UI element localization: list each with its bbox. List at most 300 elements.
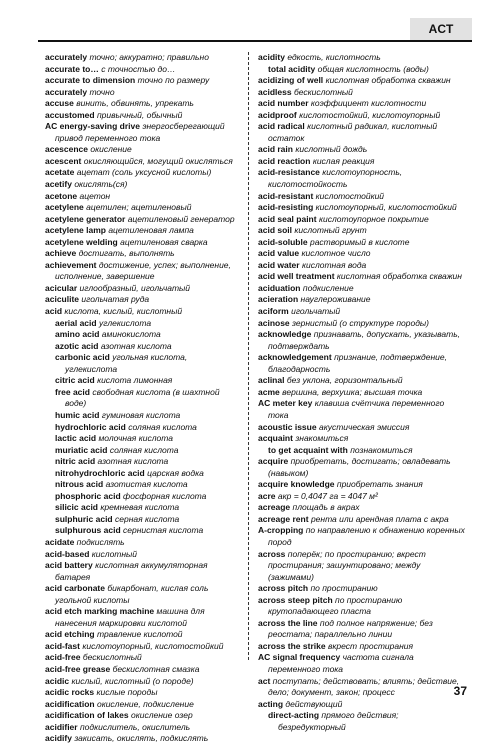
dictionary-entry (258, 652, 465, 675)
entry-definition: по простиранию крутопадающего пласта (268, 594, 403, 617)
entry-term: acquire (258, 456, 289, 467)
entry-definition: рента или арендная плата с акра (310, 513, 449, 524)
dictionary-entry (45, 687, 238, 699)
dictionary-entry (45, 468, 238, 480)
entry-term: acid well treatment (258, 271, 335, 282)
entry-definition: вершина, верхушка; высшая точка (282, 386, 423, 397)
entry-definition: травление кислотой (96, 629, 183, 640)
dictionary-entry (258, 294, 465, 306)
entry-definition: под полное напряжение; без реостата; параллельно линии (268, 617, 433, 640)
entry-definition: кислотоупорность, кислотостойкость (268, 167, 403, 190)
entry-definition: зернистый (о структуре породы) (292, 317, 429, 328)
entry-definition: ацетон (79, 190, 111, 201)
dictionary-entry (45, 606, 238, 629)
entry-term: aciculite (45, 294, 80, 305)
dictionary-entry (258, 479, 465, 491)
entry-definition: кремневая кислота (100, 502, 180, 513)
dictionary-entry (258, 121, 465, 144)
entry-definition: окислять(ся) (74, 179, 128, 190)
page-number: 37 (453, 684, 467, 698)
dictionary-entry (45, 549, 238, 561)
entry-term: acetylene welding (45, 236, 118, 247)
entry-term: acme (258, 386, 280, 397)
entry-term: AC signal frequency (258, 652, 341, 663)
entry-definition: бескислотная смазка (112, 663, 200, 674)
entry-term: across the strike (258, 640, 326, 651)
dictionary-entry (258, 456, 465, 479)
entry-term: acicular (45, 282, 78, 293)
entry-definition: окисление, подкисление (96, 698, 194, 709)
entry-term: aclinal (258, 375, 285, 386)
entry-definition: знакомиться (295, 433, 349, 444)
dictionary-entry (258, 225, 465, 237)
dictionary-entry (45, 191, 238, 203)
dictionary-entry (258, 144, 465, 156)
entry-term: acid soil (258, 225, 293, 236)
entry-definition: по направлению к обнажению коренных пород (268, 525, 465, 547)
entry-definition: кислотостойкий (315, 190, 385, 201)
dictionary-entry (45, 652, 238, 664)
dictionary-entry (258, 64, 465, 76)
entry-definition: бескислотный (293, 86, 353, 97)
entry-definition: без уклона, горизонтальный (286, 375, 403, 386)
entry-definition: ацетилен; ацетиленовый (86, 202, 192, 213)
dictionary-entry (258, 329, 465, 352)
dictionary-entry (45, 329, 238, 341)
entry-term: across the line (258, 617, 318, 628)
entry-term: acid reaction (258, 155, 311, 166)
dictionary-entry (45, 225, 238, 237)
entry-definition: по простиранию (310, 583, 378, 594)
entry-term: acid-fast (45, 640, 80, 651)
entry-term: acid number (258, 98, 309, 109)
dictionary-entry (45, 410, 238, 422)
entry-term: hydrochloric acid (55, 421, 126, 432)
entry-definition: кислотостойкий, кислотоупорный (299, 109, 441, 120)
entry-definition: игольчатый (291, 306, 341, 317)
dictionary-entry (45, 710, 238, 722)
entry-definition: подкисление (302, 282, 354, 293)
entry-definition: познакомиться (350, 444, 413, 455)
entry-term: A-cropping (258, 525, 304, 536)
dictionary-entry (45, 583, 238, 606)
entry-term: acid-resistance (258, 167, 320, 178)
entry-term: acid rain (258, 144, 293, 155)
entry-definition: поступать; действовать; влиять; действие, дело; документ, закон; процесс (268, 675, 460, 698)
dictionary-entry (45, 98, 238, 110)
entry-definition: гуминовая кислота (101, 409, 181, 420)
dictionary-entry (45, 676, 238, 688)
left-column (45, 52, 238, 745)
dictionary-entry (45, 283, 238, 295)
entry-definition: винить, обвинять, упрекать (76, 98, 194, 109)
entry-term: sulphuric acid (55, 513, 113, 524)
dictionary-entry (258, 52, 465, 64)
entry-term: acid (45, 306, 63, 317)
entry-definition: кислый, кислотный (о породе) (71, 675, 194, 686)
entry-definition: машина для нанесения маркировки кислотой (55, 606, 205, 628)
entry-definition: кислотное число (301, 248, 371, 259)
entry-definition: закисать, окислять, подкислять (74, 733, 209, 744)
dictionary-entry (258, 445, 465, 457)
right-column (258, 52, 465, 733)
dictionary-entry (258, 641, 465, 653)
entry-term: acetylene (45, 202, 84, 213)
entry-term: across steep pitch (258, 594, 333, 605)
entry-definition: акустическая эмиссия (318, 421, 410, 432)
entry-term: AC energy-saving drive (45, 121, 140, 132)
dictionary-entry (258, 699, 465, 711)
dictionary-entry (258, 87, 465, 99)
dictionary-entry (258, 260, 465, 272)
entry-definition: фосфорная кислота (123, 490, 207, 501)
entry-term: acetone (45, 190, 78, 201)
dictionary-entry (258, 583, 465, 595)
entry-term: acid etch marking machine (45, 606, 155, 617)
entry-definition: признавать, допускать, указывать, подтверждать (268, 329, 461, 351)
entry-definition: растворимый в кислоте (309, 236, 410, 247)
entry-definition: сернистая кислота (123, 525, 204, 536)
entry-term: acid seal paint (258, 213, 317, 224)
entry-term: carbonic acid (55, 352, 110, 363)
entry-term: acreage (258, 502, 291, 513)
entry-definition: науглероживание (300, 294, 371, 305)
dictionary-entry (45, 214, 238, 226)
dictionary-entry (258, 549, 465, 584)
dictionary-entry (258, 167, 465, 190)
entry-definition: клавиша счётчика переменного тока (268, 398, 445, 420)
entry-term: acquaint (258, 433, 293, 444)
dictionary-entry (45, 560, 238, 583)
entry-term: acidic (45, 675, 70, 686)
entry-term: accustomed (45, 109, 95, 120)
entry-term: acescent (45, 155, 82, 166)
dictionary-entry (258, 676, 465, 699)
section-tab: ACT (410, 18, 472, 40)
entry-term: acieration (258, 294, 299, 305)
entry-term: acidity (258, 52, 285, 62)
entry-term: azotic acid (55, 340, 99, 351)
dictionary-entry (258, 283, 465, 295)
dictionary-entry (258, 595, 465, 618)
entry-definition: кислотная обработка скважин (325, 75, 451, 86)
entry-term: acknowledge (258, 329, 312, 340)
entry-term: acidate (45, 536, 75, 547)
dictionary-entry (45, 422, 238, 434)
entry-definition: кислотная вода (301, 259, 367, 270)
dictionary-entry (258, 387, 465, 399)
dictionary-entry (45, 722, 238, 734)
entry-term: acinose (258, 317, 290, 328)
dictionary-entry (258, 491, 465, 503)
dictionary-entry (258, 398, 465, 421)
entry-definition: ацетат (соль уксусной кислоты) (76, 167, 212, 178)
entry-term: achieve (45, 248, 77, 259)
entry-term: act (258, 675, 271, 686)
entry-term: silicic acid (55, 502, 98, 513)
dictionary-entry (45, 352, 238, 375)
dictionary-entry (45, 52, 238, 64)
dictionary-entry (45, 294, 238, 306)
entry-term: acetylene lamp (45, 225, 106, 236)
entry-definition: кислотоупорный, кислотостойкий (315, 202, 457, 213)
dictionary-entry (45, 445, 238, 457)
dictionary-entry (258, 98, 465, 110)
entry-term: acoustic issue (258, 421, 317, 432)
dictionary-entry (45, 237, 238, 249)
dictionary-entry (258, 271, 465, 283)
entry-definition: коэффициент кислотности (310, 98, 427, 109)
entry-definition: точно по размеру (137, 75, 210, 86)
entry-term: accuse (45, 98, 74, 109)
entry-term: acid water (258, 259, 300, 270)
entry-definition: азотная кислота (97, 456, 169, 467)
dictionary-entry (45, 525, 238, 537)
entry-term: accurate to… (45, 63, 99, 74)
dictionary-entry (258, 75, 465, 87)
entry-term: acidless (258, 86, 292, 97)
dictionary-entry (45, 514, 238, 526)
entry-definition: кислые породы (96, 687, 158, 698)
dictionary-entry (45, 64, 238, 76)
dictionary-entry (45, 664, 238, 676)
entry-definition: кислотный дождь (295, 144, 368, 155)
entry-definition: кислотная обработка скважин (336, 271, 462, 282)
entry-definition: вкрест простирания (327, 640, 414, 651)
entry-definition: едкость, кислотность (287, 52, 381, 62)
entry-definition: кислотоупорное покрытие (318, 213, 429, 224)
entry-definition: соляная кислота (109, 444, 179, 455)
entry-term: aciform (258, 306, 289, 317)
entry-term: muriatic acid (55, 444, 108, 455)
entry-term: acidification of lakes (45, 710, 129, 721)
dictionary-entry (258, 502, 465, 514)
entry-definition: точно (89, 86, 115, 97)
dictionary-entry (258, 237, 465, 249)
dictionary-entry (45, 456, 238, 468)
dictionary-entry (45, 479, 238, 491)
entry-term: acid etching (45, 629, 95, 640)
entry-term: direct-acting (268, 710, 320, 721)
entry-term: acid-resistant (258, 190, 314, 201)
entry-definition: бескислотный (82, 652, 142, 663)
entry-definition: молочная кислота (98, 433, 173, 444)
entry-term: sulphurous acid (55, 525, 121, 536)
entry-definition: площадь в акрах (292, 502, 360, 513)
entry-definition: акр = 0,4047 га = 4047 м² (277, 490, 378, 501)
dictionary-entry (45, 318, 238, 330)
dictionary-entry (45, 733, 238, 745)
entry-term: acquire knowledge (258, 479, 335, 490)
dictionary-entry (45, 341, 238, 353)
entry-term: acidifier (45, 721, 78, 732)
entry-term: acidic rocks (45, 687, 95, 698)
entry-definition: угольная кислота, углекислота (65, 352, 188, 374)
entry-term: nitrous acid (55, 479, 104, 490)
entry-definition: поперёк; по простиранию; вкрест простирания; зашунтировано; между (зажимами) (268, 548, 426, 582)
dictionary-entry (258, 422, 465, 434)
dictionary-entry (45, 121, 238, 144)
page-header (38, 18, 472, 42)
dictionary-entry (258, 710, 465, 733)
entry-term: AC meter key (258, 398, 313, 409)
entry-term: acetylene generator (45, 213, 126, 224)
entry-term: acting (258, 698, 284, 709)
entry-term: aciduation (258, 282, 301, 293)
entry-definition: окисление озер (131, 710, 193, 721)
entry-term: acetify (45, 179, 72, 190)
dictionary-entry (258, 433, 465, 445)
entry-definition: азотная кислота (100, 340, 172, 351)
entry-term: acid-resisting (258, 202, 314, 213)
entry-definition: подкислитель, окислитель (79, 721, 191, 732)
header-rule (38, 40, 472, 42)
entry-term: across pitch (258, 583, 309, 594)
entry-definition: энергосберегающий привод переменного тока (55, 121, 225, 143)
dictionary-entry (45, 537, 238, 549)
dictionary-entry (258, 525, 465, 548)
entry-term: acreage rent (258, 513, 309, 524)
entry-term: nitrohydrochloric acid (55, 467, 145, 478)
entry-definition: подкислять (76, 536, 125, 547)
entry-definition: окисляющийся, могущий окисляться (83, 155, 233, 166)
column-divider (248, 52, 249, 660)
entry-term: acetate (45, 167, 75, 178)
entry-definition: кислотная аккумуляторная батарея (55, 560, 208, 582)
entry-term: acid-free (45, 652, 81, 663)
entry-term: acidizing of well (258, 75, 324, 86)
entry-term: phosphoric acid (55, 490, 121, 501)
entry-definition: кислотный грунт (294, 225, 367, 236)
dictionary-entry (45, 502, 238, 514)
entry-term: accurately (45, 86, 88, 97)
entry-definition: точно; аккуратно; правильно (89, 52, 209, 62)
dictionary-entry (45, 179, 238, 191)
dictionary-entry (45, 260, 238, 283)
dictionary-entry (45, 641, 238, 653)
dictionary-entry (45, 167, 238, 179)
entry-definition: окисление (90, 144, 132, 155)
entry-term: achievement (45, 259, 97, 270)
dictionary-entry (258, 214, 465, 226)
entry-term: acid carbonate (45, 583, 105, 594)
entry-definition: кислота, кислый, кислотный (64, 306, 183, 317)
entry-definition: достижение, успех; выполнение, исполнение, завершение (55, 259, 231, 282)
entry-definition: действующий (285, 698, 343, 709)
dictionary-entry (45, 144, 238, 156)
dictionary-entry (45, 375, 238, 387)
dictionary-entry (258, 156, 465, 168)
dictionary-entry (45, 202, 238, 214)
entry-definition: аминокислота (101, 329, 161, 340)
entry-definition: частота сигнала переменного тока (268, 652, 414, 674)
dictionary-entry (258, 352, 465, 375)
entry-term: citric acid (55, 375, 95, 386)
dictionary-entry (45, 75, 238, 87)
entry-term: to get acquaint with (268, 444, 348, 455)
entry-term: acid-soluble (258, 236, 308, 247)
entry-definition: приобретать, достигать; овладевать (навыком) (268, 456, 451, 478)
entry-definition: игольчатая руда (81, 294, 150, 305)
entry-term: acid radical (258, 121, 305, 132)
entry-term: acid-based (45, 548, 90, 559)
entry-definition: достигать, выполнять (78, 248, 175, 259)
entry-definition: азотистая кислота (105, 479, 188, 490)
entry-definition: кислая реакция (312, 155, 375, 166)
dictionary-entry (258, 110, 465, 122)
entry-definition: признание, подтверждение, благодарность (268, 352, 447, 374)
entry-definition: кислотоупорный, кислотостойкий (82, 640, 224, 651)
dictionary-entry (258, 306, 465, 318)
entry-definition: кислотный (91, 548, 138, 559)
entry-definition: с точностью до… (101, 63, 176, 74)
entry-definition: ацетиленовый генератор (127, 213, 235, 224)
entry-term: accurately (45, 52, 88, 62)
dictionary-entry (258, 318, 465, 330)
dictionary-entry (45, 629, 238, 641)
entry-definition: кислота лимонная (97, 375, 173, 386)
entry-term: acid battery (45, 560, 93, 571)
entry-term: free acid (55, 386, 90, 397)
entry-definition: ацетиленовая сварка (120, 236, 208, 247)
entry-term: lactic acid (55, 433, 97, 444)
entry-definition: ацетиленовая лампа (108, 225, 194, 236)
entry-term: humic acid (55, 409, 100, 420)
entry-term: acid-free grease (45, 663, 111, 674)
entry-definition: приобретать знания (336, 479, 423, 490)
entry-term: amino acid (55, 329, 100, 340)
dictionary-entry (45, 433, 238, 445)
entry-term: acidification (45, 698, 95, 709)
entry-definition: свободная кислота (в шахтной воде) (65, 386, 220, 409)
entry-definition: общая кислотность (воды) (317, 63, 429, 74)
entry-definition: царская водка (147, 467, 204, 478)
dictionary-entry (258, 202, 465, 214)
dictionary-entry (45, 248, 238, 260)
entry-definition: привычный, обычный (96, 109, 183, 120)
entry-definition: кислотный радикал, кислотный остаток (268, 121, 438, 143)
entry-term: across (258, 548, 286, 559)
dictionary-entry (45, 87, 238, 99)
entry-term: acre (258, 490, 276, 501)
dictionary-entry (258, 618, 465, 641)
dictionary-entry (45, 156, 238, 168)
dictionary-entry (45, 491, 238, 503)
entry-definition: иглообразный, игольчатый (79, 282, 191, 293)
entry-term: accurate to dimension (45, 75, 136, 86)
entry-term: acid value (258, 248, 300, 259)
entry-term: acknowledgement (258, 352, 332, 363)
entry-term: acescence (45, 144, 89, 155)
entry-term: acidify (45, 733, 72, 744)
entry-term: aerial acid (55, 317, 97, 328)
entry-term: nitric acid (55, 456, 96, 467)
dictionary-entry (258, 514, 465, 526)
dictionary-entry (45, 387, 238, 410)
dictionary-entry (45, 306, 238, 318)
dictionary-entry (45, 110, 238, 122)
entry-definition: бикарбонат, кислая соль угольной кислоты (55, 583, 209, 605)
dictionary-entry (258, 191, 465, 203)
entry-definition: прямого действия; безредукторный (278, 710, 399, 732)
entry-definition: серная кислота (115, 513, 180, 524)
entry-definition: углекислота (98, 317, 152, 328)
dictionary-entry (258, 375, 465, 387)
entry-term: acidproof (258, 109, 297, 120)
entry-definition: соляная кислота (128, 421, 197, 432)
dictionary-entry (45, 699, 238, 711)
dictionary-entry (258, 248, 465, 260)
